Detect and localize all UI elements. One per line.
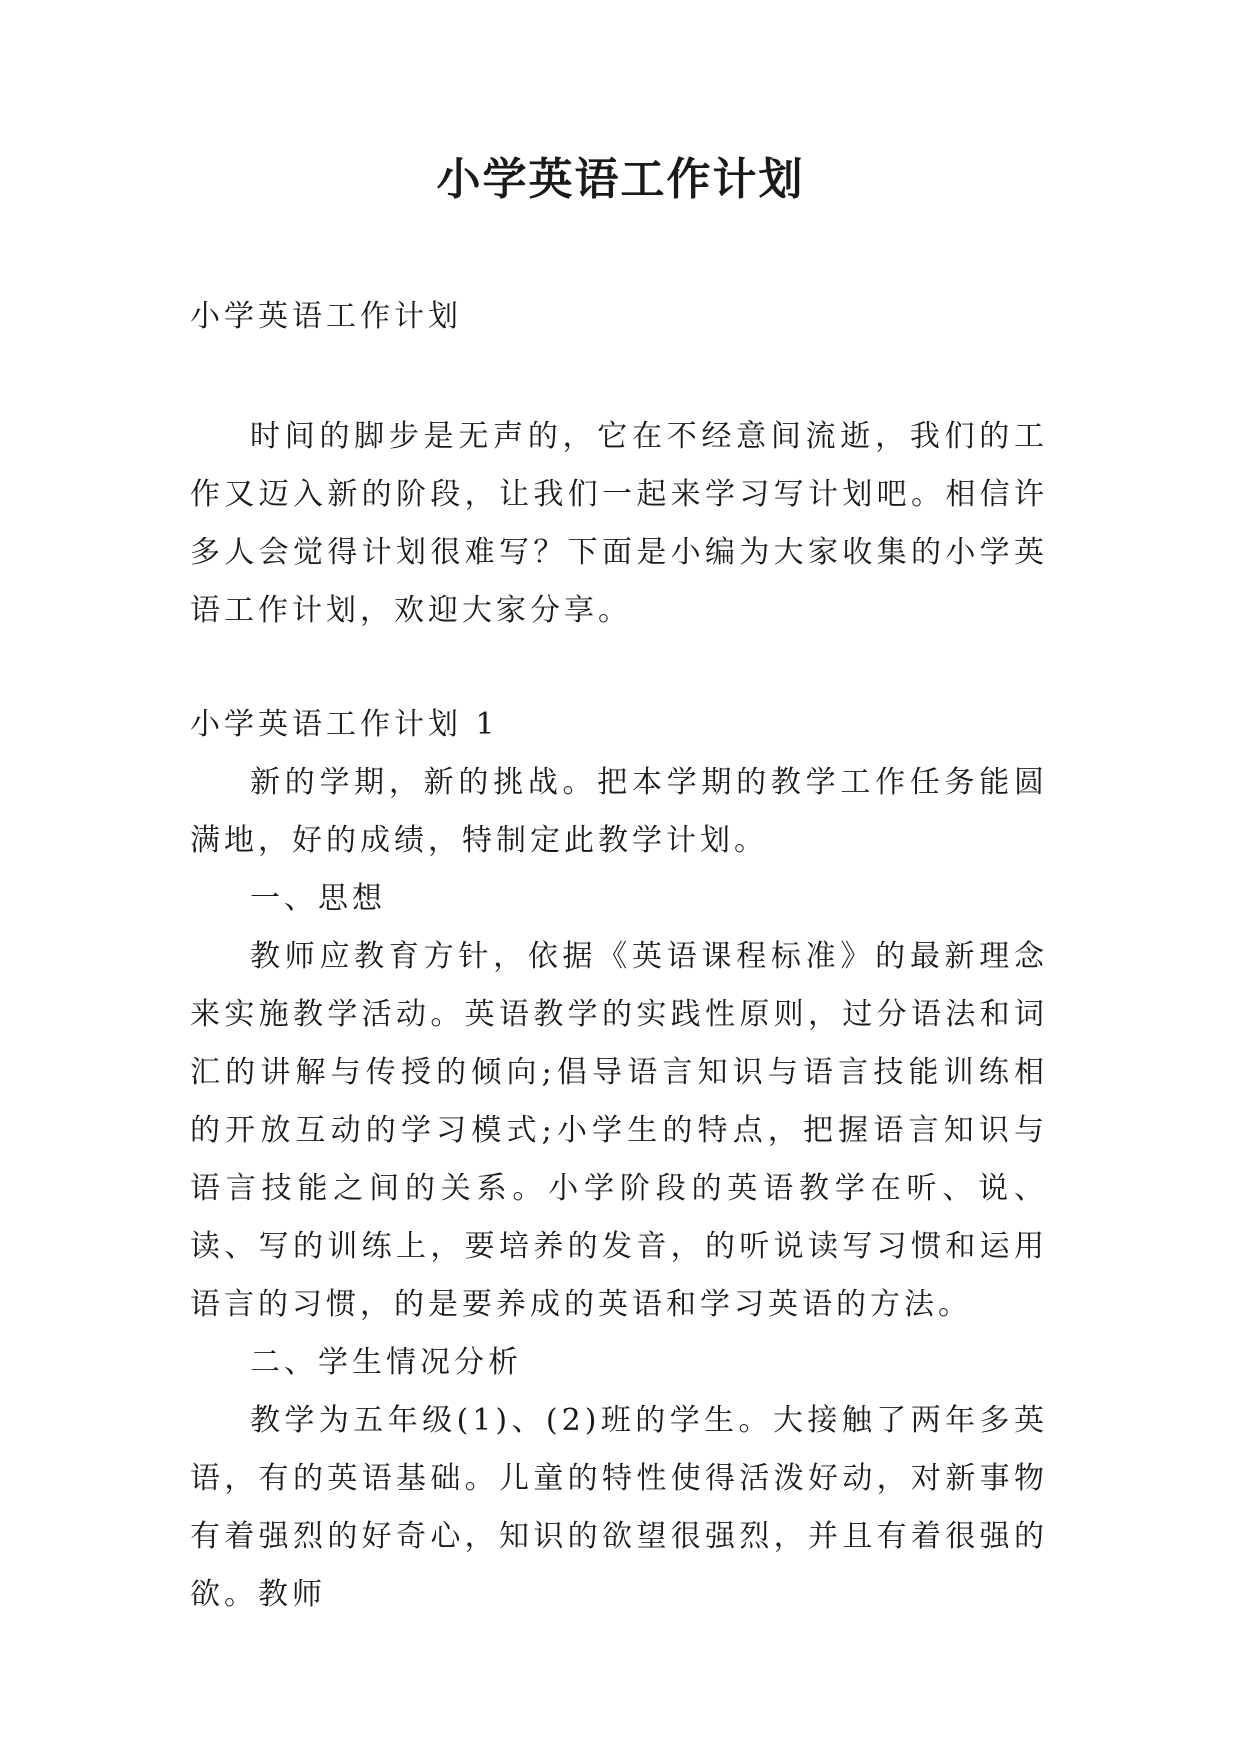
page-title: 小学英语工作计划 bbox=[436, 154, 805, 205]
document-body bbox=[190, 288, 1048, 1624]
subheading-student-analysis: 二、学生情况分析 bbox=[250, 1345, 522, 1380]
body-paragraph: 新的学期，新的挑战。把本学期的教学工作任务能圆满地，好的成绩，特制定此教学计划。 bbox=[190, 765, 1048, 858]
spacer bbox=[190, 640, 1048, 696]
spacer bbox=[190, 346, 1048, 408]
intro-paragraph: 时间的脚步是无声的，它在不经意间流逝，我们的工作又迈入新的阶段，让我们一起来学习写计划吧。相信许多人会觉得计划很难写？下面是小编为大家收集的小学英语工作计划，欢迎大家分享。 bbox=[190, 419, 1048, 628]
section-heading: 小学英语工作计划 1 bbox=[190, 707, 499, 742]
subheading-thought: 一、思想 bbox=[250, 881, 386, 916]
document-subtitle: 小学英语工作计划 bbox=[190, 299, 462, 334]
body-paragraph: 教学为五年级(1)、(2)班的学生。大接触了两年多英语，有的英语基础。儿童的特性使得活泼好动，对新事物有着强烈的好奇心，知识的欲望很强烈，并且有着很强的欲。教师 bbox=[190, 1403, 1048, 1612]
body-paragraph: 教师应教育方针，依据《英语课程标准》的最新理念来实施教学活动。英语教学的实践性原则，过分语法和词汇的讲解与传授的倾向;倡导语言知识与语言技能训练相的开放互动的学习模式;小学生的特点，把握语言知识与语言技能之间的关系。小学阶段的英语教学在听、说、读、写的训练上，要培养的发音，的听说读写习惯和运用语言的习惯，的是要养成的英语和学习英语的方法。 bbox=[190, 939, 1048, 1322]
